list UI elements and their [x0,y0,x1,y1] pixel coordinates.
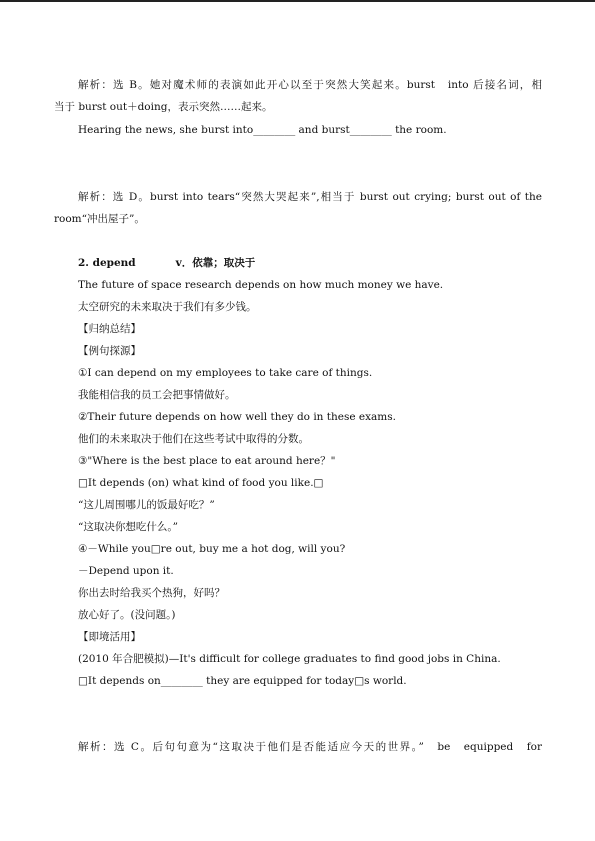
analysis-1-line-1: 解析：选 B。她对魔术师的表演如此开心以至于突然大笑起来。burst into 后接名词，相 [78,79,542,91]
example-4-answer-chinese: 放心好了。(没问题。) [78,609,176,621]
example-1-chinese: 我能相信我的员工会把事情做好。 [78,389,236,401]
example-3-question: ③"Where is the best place to eat around here？" [78,455,336,467]
example-1-english: ①I can depend on my employees to take care of things. [78,367,373,379]
heading-word: 2. depend [78,257,136,269]
analysis-2-line-1: 解析：选 D。burst into tears“突然大哭起来”,相当于 burst out crying; burst out of the [78,191,542,203]
example-2-english: ②Their future depends on how well they do in these exams. [78,411,396,423]
example-4-question: ④－While you□re out, buy me a hot dog, will you? [78,543,346,555]
tag-examples: 【例句探源】 [78,345,141,357]
question-1-stem: Hearing the news, she burst into________ and burst________ the room. [78,124,447,136]
analysis-3-line-1: 解析：选 C。后句句意为“这取决于他们是否能适应今天的世界。” be equipped for [78,741,542,753]
example-3-question-chinese: “这儿周围哪儿的饭最好吃？” [78,499,215,511]
example-4-answer: －Depend upon it. [78,565,174,577]
question-2-stem-2: □It depends on________ they are equipped for today□s world. [78,675,407,687]
example-3-answer: □It depends (on) what kind of food you like.□ [78,477,324,489]
analysis-1-line-2: 当于 burst out＋doing，表示突然……起来。 [54,101,273,113]
example-2-chinese: 他们的未来取决于他们在这些考试中取得的分数。 [78,433,309,445]
analysis-2-line-2: room“冲出屋子”。 [54,213,145,225]
example-4-question-chinese: 你出去时给我买个热狗，好吗？ [78,587,225,599]
example-english: The future of space research depends on how much money we have. [78,279,444,291]
tag-practice: 【即境活用】 [78,631,141,643]
example-chinese: 太空研究的未来取决于我们有多少钱。 [78,301,257,313]
heading-definition: v．依靠；取决于 [175,257,256,269]
section-heading [78,256,542,270]
tag-summary: 【归纳总结】 [78,323,141,335]
example-3-answer-chinese: “这取决你想吃什么。” [78,521,178,533]
question-2-stem: (2010 年合肥模拟)—It's difficult for college graduates to find good jobs in China. [78,653,501,665]
